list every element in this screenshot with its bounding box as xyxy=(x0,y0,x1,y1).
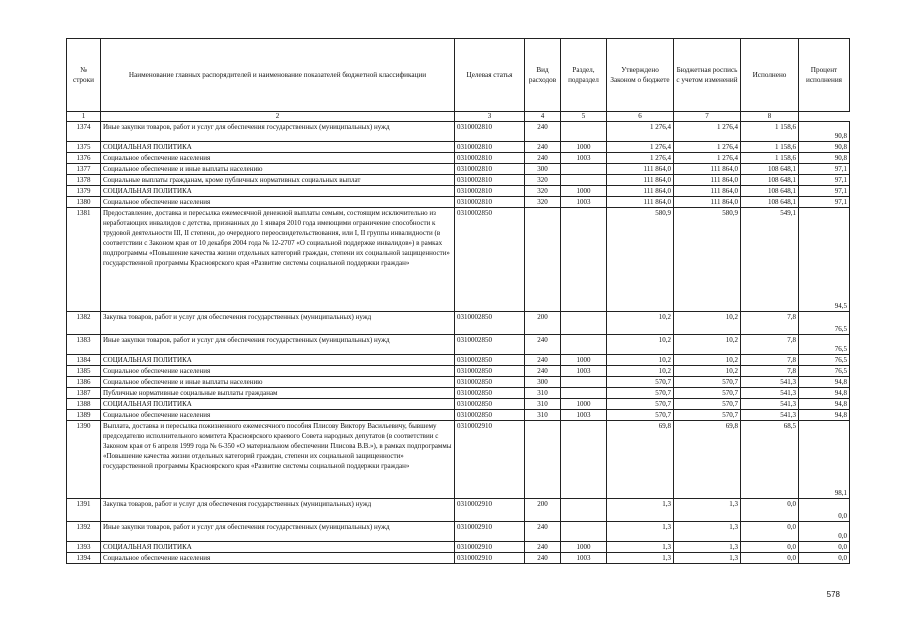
row-executed: 1 158,6 xyxy=(741,142,799,153)
row-name: СОЦИАЛЬНАЯ ПОЛИТИКА xyxy=(101,542,455,553)
row-code: 0310002850 xyxy=(455,208,525,312)
row-name: Иные закупки товаров, работ и услуг для обеспечения государственных (муниципальных) нужд xyxy=(101,522,455,542)
row-num: 1382 xyxy=(67,312,101,335)
header-vid: Вид расходов xyxy=(525,39,561,112)
row-num: 1383 xyxy=(67,335,101,355)
row-razdel xyxy=(561,208,607,312)
header-approved: Утверждено Законом о бюджете xyxy=(607,39,674,112)
row-budget: 1,3 xyxy=(674,542,741,553)
row-executed: 0,0 xyxy=(741,542,799,553)
row-percent: 97,1 xyxy=(799,197,850,208)
row-budget: 69,8 xyxy=(674,421,741,499)
column-number: 3 xyxy=(455,112,525,122)
row-razdel: 1000 xyxy=(561,542,607,553)
row-razdel: 1003 xyxy=(561,197,607,208)
row-razdel: 1000 xyxy=(561,399,607,410)
row-code: 0310002810 xyxy=(455,175,525,186)
table-row xyxy=(67,355,850,366)
column-number: 8 xyxy=(741,112,799,122)
table-row xyxy=(67,186,850,197)
row-approved: 111 864,0 xyxy=(607,175,674,186)
row-vid: 240 xyxy=(525,335,561,355)
row-executed: 68,5 xyxy=(741,421,799,499)
column-number-row xyxy=(67,112,850,122)
table-row xyxy=(67,197,850,208)
row-percent: 0,0 xyxy=(799,499,850,522)
row-percent: 97,1 xyxy=(799,164,850,175)
row-percent: 97,1 xyxy=(799,175,850,186)
row-approved: 570,7 xyxy=(607,399,674,410)
row-budget: 111 864,0 xyxy=(674,186,741,197)
row-num: 1377 xyxy=(67,164,101,175)
table-row xyxy=(67,366,850,377)
row-code: 0310002910 xyxy=(455,522,525,542)
row-razdel xyxy=(561,421,607,499)
row-code: 0310002910 xyxy=(455,553,525,564)
row-razdel xyxy=(561,122,607,142)
row-percent: 76,5 xyxy=(799,366,850,377)
row-name: Социальное обеспечение и иные выплаты населению xyxy=(101,377,455,388)
row-executed: 1 158,6 xyxy=(741,153,799,164)
row-executed: 541,3 xyxy=(741,410,799,421)
row-num: 1392 xyxy=(67,522,101,542)
row-name: Иные закупки товаров, работ и услуг для обеспечения государственных (муниципальных) нужд xyxy=(101,122,455,142)
row-approved: 10,2 xyxy=(607,355,674,366)
row-executed: 108 648,1 xyxy=(741,164,799,175)
row-budget: 1 276,4 xyxy=(674,142,741,153)
row-code: 0310002850 xyxy=(455,399,525,410)
row-code: 0310002810 xyxy=(455,186,525,197)
row-budget: 570,7 xyxy=(674,399,741,410)
row-num: 1389 xyxy=(67,410,101,421)
row-approved: 1 276,4 xyxy=(607,153,674,164)
row-approved: 10,2 xyxy=(607,335,674,355)
row-num: 1391 xyxy=(67,499,101,522)
row-code: 0310002810 xyxy=(455,122,525,142)
row-budget: 111 864,0 xyxy=(674,175,741,186)
row-name: Социальное обеспечение и иные выплаты населению xyxy=(101,164,455,175)
row-executed: 108 648,1 xyxy=(741,186,799,197)
table-row xyxy=(67,553,850,564)
table-row xyxy=(67,122,850,142)
row-budget: 1,3 xyxy=(674,553,741,564)
row-vid: 240 xyxy=(525,355,561,366)
row-num: 1378 xyxy=(67,175,101,186)
row-vid: 310 xyxy=(525,399,561,410)
row-executed: 7,8 xyxy=(741,312,799,335)
row-razdel xyxy=(561,377,607,388)
row-num: 1393 xyxy=(67,542,101,553)
row-vid: 240 xyxy=(525,142,561,153)
row-vid: 240 xyxy=(525,553,561,564)
row-name: СОЦИАЛЬНАЯ ПОЛИТИКА xyxy=(101,186,455,197)
row-vid: 320 xyxy=(525,186,561,197)
row-executed: 0,0 xyxy=(741,553,799,564)
header-budget: Бюджетная роспись с учетом изменений xyxy=(674,39,741,112)
row-razdel xyxy=(561,388,607,399)
row-approved: 580,9 xyxy=(607,208,674,312)
row-razdel xyxy=(561,499,607,522)
row-razdel: 1000 xyxy=(561,186,607,197)
table-row xyxy=(67,421,850,499)
row-approved: 10,2 xyxy=(607,312,674,335)
table-body xyxy=(67,122,850,564)
row-num: 1376 xyxy=(67,153,101,164)
row-num: 1386 xyxy=(67,377,101,388)
table-row xyxy=(67,335,850,355)
row-num: 1375 xyxy=(67,142,101,153)
row-code: 0310002910 xyxy=(455,542,525,553)
row-razdel: 1003 xyxy=(561,366,607,377)
row-razdel xyxy=(561,335,607,355)
row-code: 0310002810 xyxy=(455,197,525,208)
row-executed: 7,8 xyxy=(741,366,799,377)
row-vid: 240 xyxy=(525,542,561,553)
header-razdel: Раздел, подраздел xyxy=(561,39,607,112)
table-row xyxy=(67,153,850,164)
row-num: 1387 xyxy=(67,388,101,399)
column-number: 1 xyxy=(67,112,101,122)
row-name: СОЦИАЛЬНАЯ ПОЛИТИКА xyxy=(101,355,455,366)
row-approved: 111 864,0 xyxy=(607,164,674,175)
row-budget: 570,7 xyxy=(674,388,741,399)
header-num: № строки xyxy=(67,39,101,112)
header-row xyxy=(67,39,850,112)
row-budget: 1,3 xyxy=(674,522,741,542)
row-vid: 310 xyxy=(525,410,561,421)
row-budget: 1 276,4 xyxy=(674,153,741,164)
row-approved: 69,8 xyxy=(607,421,674,499)
row-executed: 1 158,6 xyxy=(741,122,799,142)
column-number: 5 xyxy=(561,112,607,122)
row-percent: 76,5 xyxy=(799,335,850,355)
table-row xyxy=(67,377,850,388)
row-budget: 111 864,0 xyxy=(674,164,741,175)
row-percent: 0,0 xyxy=(799,542,850,553)
row-vid xyxy=(525,421,561,499)
row-name: СОЦИАЛЬНАЯ ПОЛИТИКА xyxy=(101,142,455,153)
table-row xyxy=(67,164,850,175)
row-budget: 10,2 xyxy=(674,366,741,377)
row-razdel: 1003 xyxy=(561,153,607,164)
table-row xyxy=(67,312,850,335)
row-name: Социальное обеспечение населения xyxy=(101,410,455,421)
row-percent: 76,5 xyxy=(799,312,850,335)
row-num: 1385 xyxy=(67,366,101,377)
header-percent: Процент исполнения xyxy=(799,39,850,112)
row-code: 0310002850 xyxy=(455,366,525,377)
table-row xyxy=(67,499,850,522)
row-num: 1380 xyxy=(67,197,101,208)
row-approved: 570,7 xyxy=(607,410,674,421)
row-name: Социальное обеспечение населения xyxy=(101,153,455,164)
row-budget: 1 276,4 xyxy=(674,122,741,142)
row-percent: 94,8 xyxy=(799,410,850,421)
row-code: 0310002910 xyxy=(455,499,525,522)
row-budget: 10,2 xyxy=(674,355,741,366)
row-num: 1379 xyxy=(67,186,101,197)
row-percent: 90,8 xyxy=(799,122,850,142)
row-executed: 541,3 xyxy=(741,377,799,388)
row-executed: 541,3 xyxy=(741,388,799,399)
row-code: 0310002850 xyxy=(455,312,525,335)
row-executed: 0,0 xyxy=(741,522,799,542)
row-percent: 94,8 xyxy=(799,399,850,410)
row-name: Закупка товаров, работ и услуг для обеспечения государственных (муниципальных) нужд xyxy=(101,312,455,335)
row-percent: 94,5 xyxy=(799,208,850,312)
row-vid: 200 xyxy=(525,312,561,335)
row-name: Социальное обеспечение населения xyxy=(101,553,455,564)
row-executed: 0,0 xyxy=(741,499,799,522)
row-budget: 1,3 xyxy=(674,499,741,522)
table-row xyxy=(67,522,850,542)
row-name: Социальное обеспечение населения xyxy=(101,197,455,208)
column-number: 6 xyxy=(607,112,674,122)
row-num: 1374 xyxy=(67,122,101,142)
row-num: 1388 xyxy=(67,399,101,410)
row-code: 0310002850 xyxy=(455,388,525,399)
row-code: 0310002850 xyxy=(455,355,525,366)
row-name: Выплата, доставка и пересылка пожизненного ежемесячного пособия Плисову Виктору Васильевичу, бывшему председателю исполнительного комитета Красноярского краевого Совета народных депутатов (в соответствии с Законом края от 6 апреля 1999 года № 6-350 «О материальном обеспечении Плисова В.В.»), в рамках подпрограммы «Повышение качества жизни отдельных категорий граждан, степени их социальной защищенности» государственной программы Красноярского края «Развитие системы социальной поддержки граждан» xyxy=(101,421,455,499)
row-vid xyxy=(525,208,561,312)
row-budget: 570,7 xyxy=(674,377,741,388)
column-number: 2 xyxy=(101,112,455,122)
row-code: 0310002850 xyxy=(455,335,525,355)
row-budget: 111 864,0 xyxy=(674,197,741,208)
row-code: 0310002910 xyxy=(455,421,525,499)
row-razdel: 1000 xyxy=(561,355,607,366)
row-executed: 7,8 xyxy=(741,355,799,366)
table-row xyxy=(67,388,850,399)
row-percent: 98,1 xyxy=(799,421,850,499)
row-num: 1394 xyxy=(67,553,101,564)
row-budget: 10,2 xyxy=(674,312,741,335)
row-budget: 580,9 xyxy=(674,208,741,312)
row-num: 1381 xyxy=(67,208,101,312)
table-row xyxy=(67,175,850,186)
row-percent: 0,0 xyxy=(799,553,850,564)
row-vid: 300 xyxy=(525,377,561,388)
header-name: Наименование главных распорядителей и наименование показателей бюджетной классификации xyxy=(101,39,455,112)
row-executed: 108 648,1 xyxy=(741,197,799,208)
row-vid: 320 xyxy=(525,175,561,186)
row-name: Предоставление, доставка и пересылка ежемесячной денежной выплаты семьям, состоящим исключительно из неработающих инвалидов с детства, признанных до 1 января 2010 года имеющими ограничение способности к трудовой деятельности III, II степени, до очередного переосвидетельствования, или I, II группы инвалидности (в соответствии с Законом края от 10 декабря 2004 года № 12-2707 «О социальной поддержке инвалидов») в рамках подпрограммы «Повышение качества жизни отдельных категорий граждан, степени их социальной защищенности» государственной программы Красноярского края «Развитие системы социальной поддержки граждан» xyxy=(101,208,455,312)
row-razdel xyxy=(561,522,607,542)
page-number: 578 xyxy=(826,590,840,599)
header-code: Целевая статья xyxy=(455,39,525,112)
row-razdel xyxy=(561,312,607,335)
row-vid: 240 xyxy=(525,522,561,542)
column-number: 7 xyxy=(674,112,741,122)
row-approved: 1,3 xyxy=(607,553,674,564)
row-percent: 90,8 xyxy=(799,153,850,164)
table-row xyxy=(67,410,850,421)
row-vid: 200 xyxy=(525,499,561,522)
row-razdel xyxy=(561,164,607,175)
row-code: 0310002810 xyxy=(455,153,525,164)
row-executed: 108 648,1 xyxy=(741,175,799,186)
row-approved: 1 276,4 xyxy=(607,142,674,153)
row-razdel: 1000 xyxy=(561,142,607,153)
row-percent: 94,8 xyxy=(799,388,850,399)
row-name: Иные закупки товаров, работ и услуг для обеспечения государственных (муниципальных) нужд xyxy=(101,335,455,355)
row-executed: 549,1 xyxy=(741,208,799,312)
row-percent: 90,8 xyxy=(799,142,850,153)
row-razdel xyxy=(561,175,607,186)
row-percent: 0,0 xyxy=(799,522,850,542)
row-name: Социальное обеспечение населения xyxy=(101,366,455,377)
budget-table xyxy=(66,38,850,564)
row-approved: 1 276,4 xyxy=(607,122,674,142)
row-approved: 10,2 xyxy=(607,366,674,377)
row-num: 1384 xyxy=(67,355,101,366)
row-razdel: 1003 xyxy=(561,553,607,564)
row-budget: 570,7 xyxy=(674,410,741,421)
header-executed: Исполнено xyxy=(741,39,799,112)
row-name: Закупка товаров, работ и услуг для обеспечения государственных (муниципальных) нужд xyxy=(101,499,455,522)
row-approved: 1,3 xyxy=(607,499,674,522)
row-vid: 240 xyxy=(525,122,561,142)
row-vid: 310 xyxy=(525,388,561,399)
row-code: 0310002850 xyxy=(455,410,525,421)
row-percent: 76,5 xyxy=(799,355,850,366)
row-razdel: 1003 xyxy=(561,410,607,421)
row-executed: 541,3 xyxy=(741,399,799,410)
row-num: 1390 xyxy=(67,421,101,499)
row-approved: 111 864,0 xyxy=(607,186,674,197)
table-row xyxy=(67,399,850,410)
row-approved: 1,3 xyxy=(607,522,674,542)
row-name: СОЦИАЛЬНАЯ ПОЛИТИКА xyxy=(101,399,455,410)
row-name: Публичные нормативные социальные выплаты гражданам xyxy=(101,388,455,399)
row-approved: 570,7 xyxy=(607,388,674,399)
row-executed: 7,8 xyxy=(741,335,799,355)
row-vid: 240 xyxy=(525,366,561,377)
row-approved: 570,7 xyxy=(607,377,674,388)
row-vid: 300 xyxy=(525,164,561,175)
row-approved: 1,3 xyxy=(607,542,674,553)
row-vid: 320 xyxy=(525,197,561,208)
row-approved: 111 864,0 xyxy=(607,197,674,208)
table-row xyxy=(67,542,850,553)
row-code: 0310002850 xyxy=(455,377,525,388)
row-percent: 94,8 xyxy=(799,377,850,388)
table-row xyxy=(67,208,850,312)
row-vid: 240 xyxy=(525,153,561,164)
row-budget: 10,2 xyxy=(674,335,741,355)
column-number: 4 xyxy=(525,112,561,122)
table-row xyxy=(67,142,850,153)
row-code: 0310002810 xyxy=(455,142,525,153)
row-code: 0310002810 xyxy=(455,164,525,175)
row-percent: 97,1 xyxy=(799,186,850,197)
row-name: Социальные выплаты гражданам, кроме публичных нормативных социальных выплат xyxy=(101,175,455,186)
